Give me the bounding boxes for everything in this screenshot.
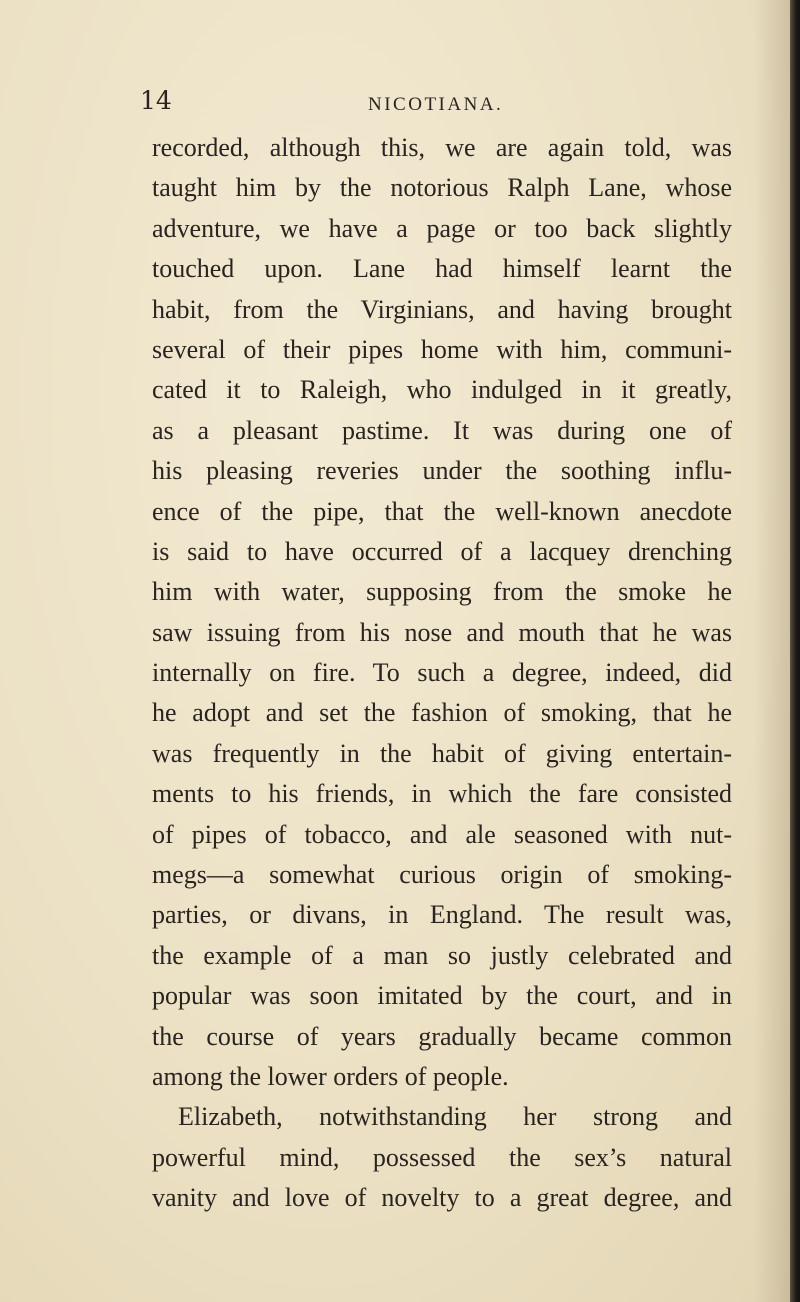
page-gutter-shadow bbox=[754, 0, 790, 1302]
text-line: the course of years gradually became common bbox=[152, 1021, 732, 1051]
text-line: him with water, supposing from the smoke he bbox=[152, 577, 732, 607]
text-line: vanity and love of novelty to a great degree, and bbox=[152, 1183, 732, 1213]
text-line: adventure, we have a page or too back slightly bbox=[152, 213, 732, 243]
text-line: several of their pipes home with him, communi- bbox=[152, 334, 732, 364]
text-line: cated it to Raleigh, who indulged in it greatly, bbox=[152, 375, 732, 405]
text-line: internally on fire. To such a degree, indeed, did bbox=[152, 658, 732, 688]
text-line: powerful mind, possessed the sex’s natural bbox=[152, 1142, 732, 1172]
text-line: Elizabeth, notwithstanding her strong and bbox=[178, 1102, 732, 1132]
text-line: was frequently in the habit of giving entertain- bbox=[152, 738, 732, 768]
text-line: he adopt and set the fashion of smoking, that he bbox=[152, 698, 732, 728]
running-head: NICOTIANA. bbox=[368, 94, 504, 115]
body-text bbox=[152, 128, 732, 1219]
text-line: habit, from the Virginians, and having brought bbox=[152, 294, 732, 324]
text-line: of pipes of tobacco, and ale seasoned with nut- bbox=[152, 819, 732, 849]
page-number: 14 bbox=[140, 86, 172, 115]
text-line: as a pleasant pastime. It was during one of bbox=[152, 415, 732, 445]
text-line: touched upon. Lane had himself learnt the bbox=[152, 254, 732, 284]
text-line: parties, or divans, in England. The result was, bbox=[152, 900, 732, 930]
text-line: megs—a somewhat curious origin of smoking- bbox=[152, 860, 732, 890]
text-line: ence of the pipe, that the well-known anecdote bbox=[152, 496, 732, 526]
text-line: is said to have occurred of a lacquey drenching bbox=[152, 536, 732, 566]
text-line: popular was soon imitated by the court, and in bbox=[152, 981, 732, 1011]
text-line: his pleasing reveries under the soothing influ- bbox=[152, 456, 732, 486]
text-line: the example of a man so justly celebrated and bbox=[152, 940, 732, 970]
text-line: ments to his friends, in which the fare consisted bbox=[152, 779, 732, 809]
text-line: saw issuing from his nose and mouth that he was bbox=[152, 617, 732, 647]
page-edge bbox=[790, 0, 800, 1302]
text-line: taught him by the notorious Ralph Lane, whose bbox=[152, 173, 732, 203]
text-line: recorded, although this, we are again told, was bbox=[152, 133, 732, 162]
text-line: among the lower orders of people. bbox=[152, 1061, 509, 1091]
